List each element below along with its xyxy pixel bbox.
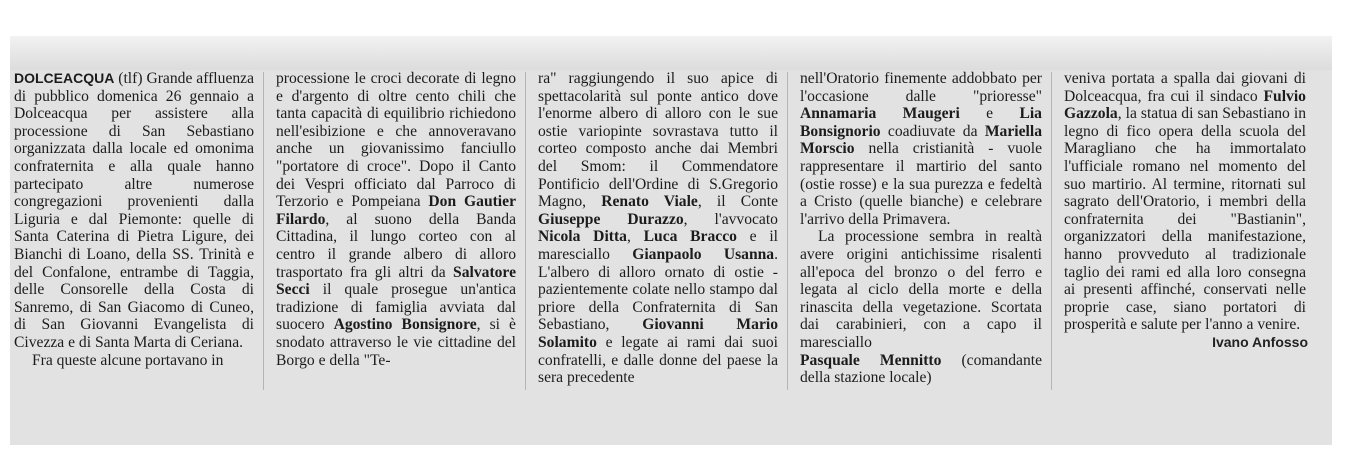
person-name: Gianpaolo Usanna: [632, 245, 775, 263]
previous-article-strip: [10, 36, 1332, 70]
col2-text: il quale prosegue un'antica tradizione di famiglia avviata dal suocero: [276, 281, 516, 334]
col1-lead: Grande affluenza di pubblico domenica 26 gennaio a Dolceacqua per assistere alla processione di San Sebastiano organizzata dalla locale ed omonima confraternita e alla quale hanno partecipato altre numerose congregazioni provenienti dalla Liguria e dal Piemonte: quelle di Santa Caterina di Pietra Ligure, dei Bianchi di Loano, della SS. Trinità e del Confalone, entrambe di Taggia, delle Consorelle della Costa di Sanremo, di San Giacomo di Cuneo, di San Giovanni Evangelista di Civezza e di Santa Marta di Ceriana.: [14, 70, 254, 351]
person-name: Agostino Bonsignore: [333, 316, 477, 334]
person-name: Giuseppe Durazzo: [538, 210, 684, 228]
person-name: Nicola Ditta: [538, 228, 627, 246]
col4-text: nella cristianità - vuole rappresentare il martirio del santo (ostie rosse) e la sua purezza e fedeltà a Cristo (quelle bianche) e celebrare l'arrivo della Primavera.: [800, 140, 1042, 228]
col3-text: ,: [626, 228, 631, 246]
column-divider: [263, 72, 264, 390]
col5-text: veniva portata a spalla dai giovani di Dolceacqua, fra cui il sindaco: [1064, 70, 1306, 105]
person-name: Mariella Morscio: [800, 122, 1042, 158]
col3-text: , il Conte: [697, 193, 778, 211]
col5-text: , la statua di san Sebastiano in legno di fico opera della scuola del Maragliano che ha immortalato l'ufficiale romano nel momento del suo martirio. Al termine, ritornati sul sagrato dell'Oratorio, i membri della confraternita dei "Bastianin", organizzatori della manifestazione, hanno provveduto al tradizionale taglio dei rami ed alla loro consegna ai presenti affinché, conservati nelle proprie case, siano portatori di prosperità e salute per l'anno a venire.: [1064, 105, 1306, 334]
newspaper-clipping: [10, 36, 1332, 445]
col3-text: , l'avvocato: [683, 210, 778, 228]
col4-text: (comandante della stazione locale): [800, 351, 1042, 387]
col2-text: , al suono della Banda Cittadina, il lungo corteo con al centro il grande albero di alloro trasportato fra gli altri da: [276, 210, 516, 281]
article-column-2: [276, 70, 516, 369]
person-name: Pasquale Mennitto: [800, 351, 942, 369]
col3-text: . L'albero di alloro ornato di ostie - pazientemente colate nello stampo dal priore della Confraternita di San Sebastiano,: [538, 245, 778, 334]
col4-text: e: [986, 105, 994, 123]
person-name: Luca Bracco: [643, 228, 737, 246]
column-divider: [1051, 72, 1052, 390]
col2-text: processione le croci decorate di legno e d'argento di oltre cento chili che tanta capacità di equilibrio richiedono nell'esibizione e che annoveravano anche un giovanissimo fanciullo "portatore di croce". Dopo il Canto dei Vespri officiato dal Parroco di Terzorio e Pompeiana: [276, 70, 516, 211]
article-column-3: [538, 70, 778, 387]
article-column-4: [800, 70, 1042, 387]
col4-para2: La processione sembra in realtà avere origini antichissime risalenti all'epoca del bronzo o del ferro e legata al ciclo della morte e della rinascita della vegetazione. Scortata dai carabinieri, con a capo il maresciallo: [800, 228, 1042, 351]
dateline: DOLCEACQUA: [14, 70, 115, 86]
column-divider: [787, 72, 788, 390]
person-name: Annamaria Maugeri: [800, 105, 960, 123]
byline: Ivano Anfosso: [1212, 334, 1308, 350]
col2-text: , si è snodato attraverso le vie cittadine del Borgo e della "Te-: [276, 316, 516, 369]
person-name: Don Gautier Filardo: [276, 193, 516, 228]
col3-text: e legate ai rami dai suoi confratelli, e dalle donne del paese la sera precedente: [538, 333, 779, 387]
person-name: Renato Viale: [601, 193, 698, 211]
person-name: Lia Bonsignorio: [800, 105, 1042, 140]
col4-text: coadiuvate da: [887, 122, 978, 140]
person-name: Giovanni Mario Solamito: [538, 316, 778, 351]
person-name: Fulvio Gazzola: [1064, 87, 1306, 123]
col1-para2: Fra queste alcune portavano in: [32, 351, 224, 369]
col3-text: e il maresciallo: [538, 228, 778, 263]
article-column-1: [14, 70, 254, 369]
credit: (tlf): [118, 70, 143, 87]
col4-text: nell'Oratorio finemente addobbato per l'occasione dalle "prioresse": [800, 70, 1042, 105]
column-divider: [525, 72, 526, 390]
person-name: Salvatore Secci: [276, 263, 516, 299]
col3-text: ra" raggiungendo il suo apice di spettacolarità sul ponte antico dove l'enorme albero di alloro con le sue ostie variopinte sovrastava tutto il corteo composto anche dai Membri del Smom: il Commendatore Pontificio dell'Ordine di S.Gregorio Magno,: [538, 70, 778, 211]
article-column-5: [1064, 70, 1306, 334]
